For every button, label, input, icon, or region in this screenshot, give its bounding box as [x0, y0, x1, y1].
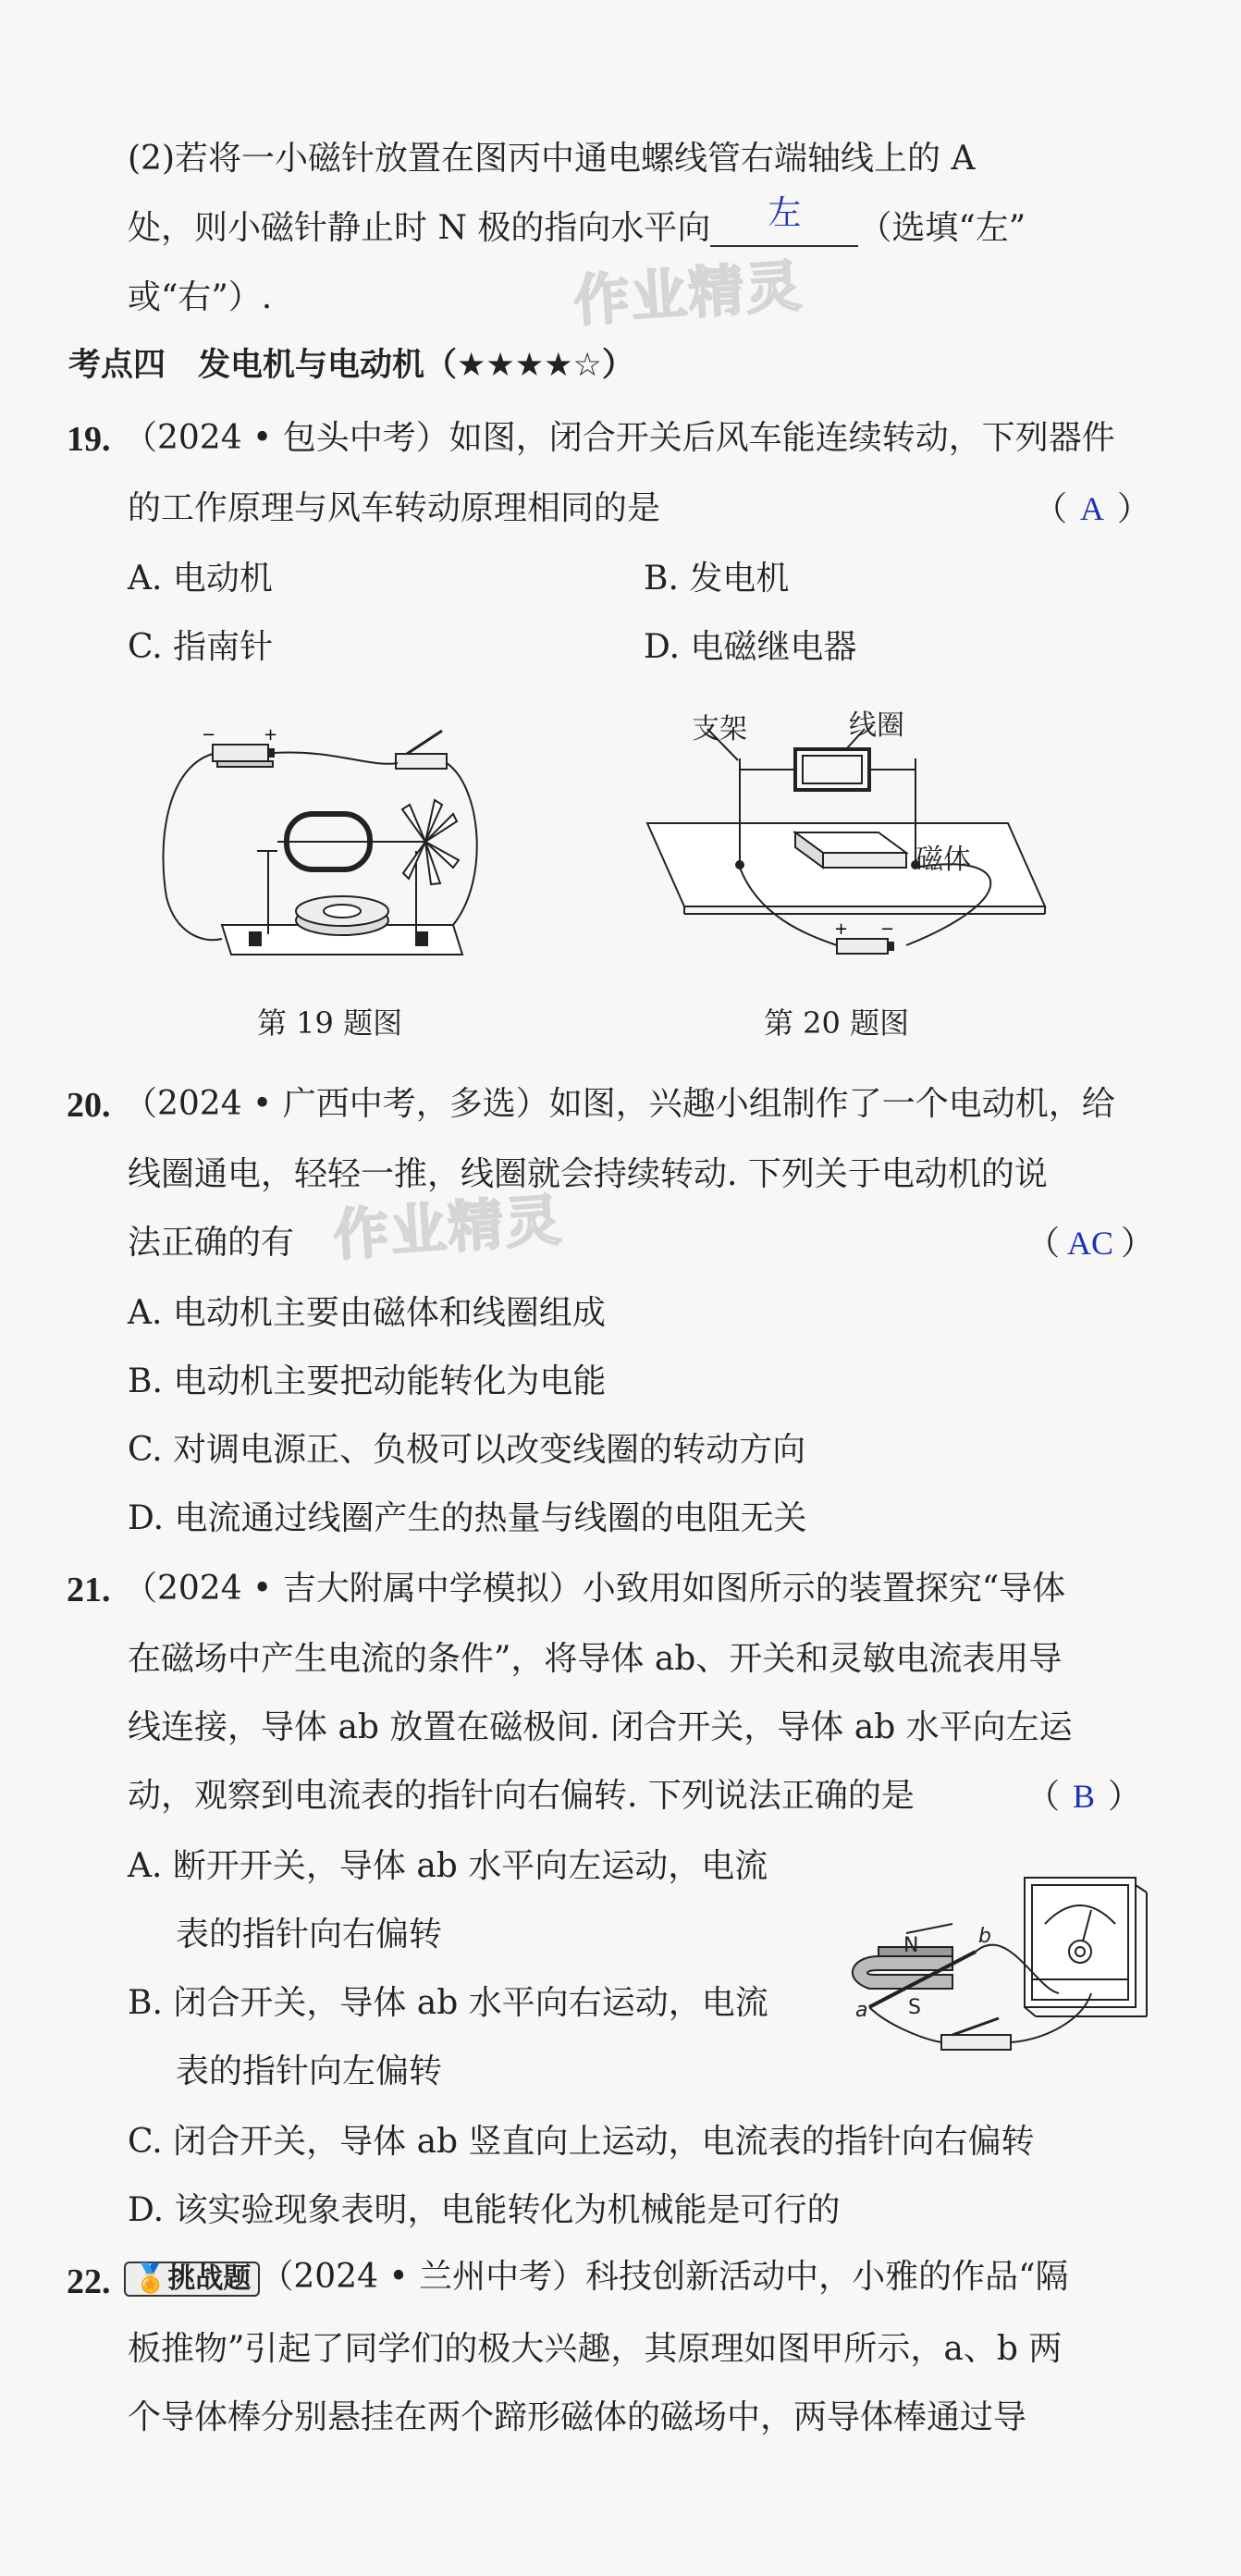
fig20-label-coil: 线圈 — [849, 709, 904, 742]
q21-line1: （2024 • 吉大附属中学模拟）小致用如图所示的装置探究“导体 — [124, 1570, 1066, 1608]
q20-answer-bracket: （ AC ） — [1026, 1225, 1155, 1263]
q21-answer: B — [1073, 1778, 1096, 1815]
q18-line3: 或“右”）. — [128, 278, 273, 316]
q19-number: 19. — [67, 420, 111, 459]
q22-line2: 板推物”引起了同学们的极大兴趣，其原理如图甲所示，a、b 两 — [128, 2330, 1063, 2368]
svg-text:+: + — [834, 919, 849, 939]
watermark: 作业精灵 — [571, 253, 805, 335]
q20-line1: （2024 • 广西中考，多选）如图，兴趣小组制作了一个电动机，给 — [124, 1085, 1115, 1123]
q22-number: 22. — [67, 2262, 111, 2301]
q18-line2 — [128, 194, 1026, 247]
figure-21 — [814, 1841, 1156, 2063]
q20-option-d: D. 电流通过线圈产生的热量与线圈的电阻无关 — [128, 1499, 807, 1537]
magnet-s-label: S — [908, 1996, 921, 2019]
q20-option-a: A. 电动机主要由磁体和线圈组成 — [128, 1294, 606, 1332]
q18-line2-pre: 处，则小磁针静止时 N 极的指向水平向 — [128, 209, 711, 247]
conductor-b-label: b — [978, 1925, 991, 1948]
q21-option-a2: 表的指针向右偏转 — [176, 1916, 443, 1954]
q19-option-b: B. 发电机 — [644, 560, 790, 598]
q18-answer-blank — [710, 194, 858, 247]
q19-option-c: C. 指南针 — [128, 628, 274, 666]
q21-line3: 线连接，导体 ab 放置在磁极间. 闭合开关，导体 ab 水平向左运 — [128, 1708, 1073, 1746]
q19-option-d: D. 电磁继电器 — [644, 628, 857, 666]
conductor-a-label: a — [855, 1999, 868, 2022]
q20-option-b: B. 电动机主要把动能转化为电能 — [128, 1362, 607, 1400]
fig20-caption: 第 20 题图 — [764, 1005, 910, 1041]
fig20-label-magnet: 磁体 — [915, 844, 971, 876]
q21-line2: 在磁场中产生电流的条件”，将导体 ab、开关和灵敏电流表用导 — [128, 1640, 1063, 1678]
watermark: 作业精灵 — [331, 1188, 565, 1269]
figure-19 — [148, 712, 499, 990]
q21-answer-bracket: （ B ） — [1026, 1778, 1142, 1816]
q20-option-c: C. 对调电源正、负极可以改变线圈的转动方向 — [128, 1431, 806, 1469]
q21-option-d: D. 该实验现象表明，电能转化为机械能是可行的 — [128, 2191, 841, 2229]
q18-line1: (2)若将一小磁针放置在图丙中通电螺线管右端轴线上的 A — [128, 140, 976, 178]
q20-line2: 线圈通电，轻轻一推，线圈就会持续转动. 下列关于电动机的说 — [128, 1155, 1048, 1193]
q20-answer: AC — [1067, 1225, 1114, 1262]
q19-answer: A — [1080, 490, 1105, 527]
q22-line1 — [124, 2258, 1069, 2297]
section-title: 考点四 发电机与电动机（★★★★☆） — [68, 347, 634, 384]
q21-line4: 动，观察到电流表的指针向右偏转. 下列说法正确的是 — [128, 1777, 915, 1815]
q20-line3: 法正确的有 — [128, 1224, 295, 1262]
q19-line2: 的工作原理与风车转动原理相同的是 — [128, 489, 661, 527]
q20-number: 20. — [67, 1086, 111, 1125]
challenge-tag — [124, 2262, 260, 2297]
q21-option-c: C. 闭合开关，导体 ab 竖直向上运动，电流表的指针向右偏转 — [128, 2123, 1035, 2161]
svg-text:−: − — [880, 919, 895, 939]
q22-line3: 个导体棒分别悬挂在两个蹄形磁体的磁场中，两导体棒通过导 — [128, 2398, 1027, 2436]
medal-icon: 🏅 — [133, 2262, 168, 2295]
q22-line1-text: （2024 • 兰州中考）科技创新活动中，小雅的作品“隔 — [260, 2258, 1069, 2296]
magnet-n-label: N — [903, 1934, 919, 1957]
q21-option-a1: A. 断开开关，导体 ab 水平向左运动，电流 — [128, 1847, 768, 1885]
q21-option-b2: 表的指针向左偏转 — [176, 2052, 443, 2090]
svg-text:+: + — [264, 725, 278, 745]
q19-option-a: A. 电动机 — [128, 560, 273, 598]
q18-answer: 左 — [768, 194, 802, 231]
q19-answer-bracket: （ A ） — [1034, 490, 1151, 528]
fig20-label-bracket: 支架 — [692, 713, 747, 746]
challenge-tag-label: 挑战题 — [167, 2262, 252, 2295]
q21-number: 21. — [67, 1571, 111, 1609]
svg-text:−: − — [202, 725, 216, 745]
q21-option-b1: B. 闭合开关，导体 ab 水平向右运动，电流 — [128, 1984, 768, 2022]
q18-line2-post: （选填“左” — [858, 209, 1026, 247]
q19-caption: 第 19 题图 — [257, 1005, 403, 1041]
q19-line1: （2024 • 包头中考）如图，闭合开关后风车能连续转动，下列器件 — [124, 419, 1115, 457]
